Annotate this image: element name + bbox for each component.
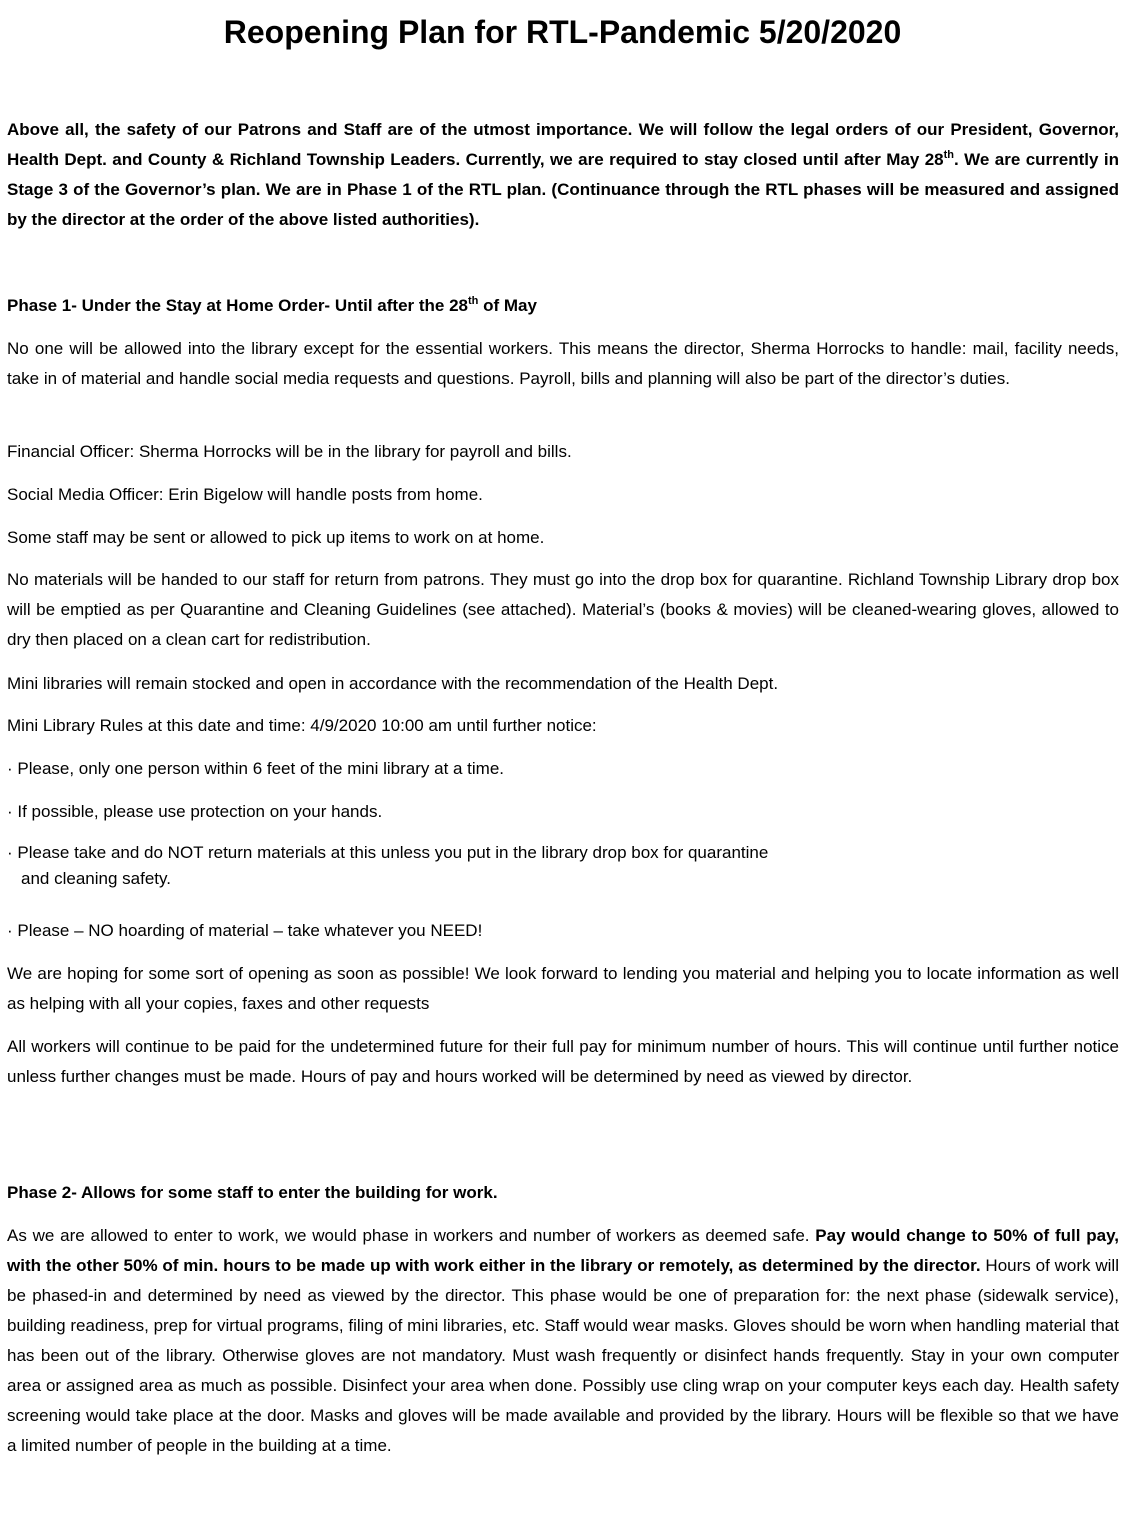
phase2-paragraph-1 <box>7 1221 1119 1461</box>
phase1-paragraph-6: Mini libraries will remain stocked and open in accordance with the recommendation of the Health Dept. <box>7 674 779 693</box>
phase1-paragraph-3: Social Media Officer: Erin Bigelow will handle posts from home. <box>7 485 483 504</box>
mini-library-rule-4: · Please – NO hoarding of material – take whatever you NEED! <box>7 921 483 940</box>
phase1-paragraph-5: No materials will be handed to our staff for return from patrons. They must go into the drop box for quarantine. Richland Township Library drop box will be emptied as per Quarantine and Cleaning Guidelines (see attached). Material’s (books & movies) will be cleaned-wearing gloves, allowed to dry then placed on a clean cart for redistribution. <box>7 570 1119 649</box>
intro-superscript: th <box>943 149 955 161</box>
phase2-text-1: As we are allowed to enter to work, we would phase in workers and number of workers as deemed safe. <box>7 1226 816 1245</box>
mini-library-rule-3 <box>7 840 1119 892</box>
phase1-paragraph-9: All workers will continue to be paid for the undetermined future for their full pay for minimum number of hours. This will continue until further notice unless further changes must be made. Hours of pay and hours worked will be determined by need as viewed by director. <box>7 1037 1119 1086</box>
phase1-paragraph-8: We are hoping for some sort of opening as soon as possible! We look forward to lending you material and helping you to locate information as well as helping with all your copies, faxes and other requests <box>7 964 1119 1013</box>
phase1-heading <box>7 291 1119 321</box>
phase1-paragraph-7: Mini Library Rules at this date and time: 4/9/2020 10:00 am until further notice: <box>7 716 597 735</box>
phase2-bold-text: Pay would change to 50% of full pay, with the other 50% of min. hours to be made up with work either in the library or remotely, as determined by the director. <box>7 1226 1119 1275</box>
intro-text-2: . We are currently in Stage 3 of the Governor’s plan. We are in Phase 1 of the RTL plan. (Continuance through the RTL phases will be measured and assigned by the director at the order of the above listed authorities). <box>7 150 1119 229</box>
mini-library-rule-3-line-1: · Please take and do NOT return materials at this unless you put in the library drop box for quarantine <box>7 843 769 862</box>
mini-library-rule-3-line-2: and cleaning safety. <box>21 869 171 888</box>
mini-library-rule-2: · If possible, please use protection on your hands. <box>7 802 383 821</box>
mini-library-rule-1: · Please, only one person within 6 feet of the mini library at a time. <box>7 759 505 778</box>
intro-text-1: Above all, the safety of our Patrons and Staff are of the utmost importance. We will follow the legal orders of our President, Governor, Health Dept. and County & Richland Township Leaders. Currently, we are required to stay closed until after May 28 <box>7 120 1119 169</box>
phase1-heading-text-1: Phase 1- Under the Stay at Home Order- Until after the 28 <box>7 296 469 315</box>
phase2-text-2: Hours of work will be phased-in and determined by need as viewed by the director. This phase would be one of preparation for: the next phase (sidewalk service), building readiness, prep for virtual programs, filing of mini libraries, etc. Staff would wear masks. Gloves should be worn when handling material that has been out of the library. Otherwise gloves are not mandatory. Must wash frequently or disinfect hands frequently. Stay in your own computer area or assigned area as much as possible. Disinfect your area when done. Possibly use cling wrap on your computer keys each day. Health safety screening would take place at the door. Masks and gloves will be made available and provided by the library. Hours will be flexible so that we have a limited number of people in the building at a time. <box>7 1256 1119 1455</box>
phase1-paragraph-4: Some staff may be sent or allowed to pick up items to work on at home. <box>7 528 545 547</box>
page-title: Reopening Plan for RTL-Pandemic 5/20/2020 <box>223 14 902 50</box>
phase1-heading-superscript: th <box>468 295 479 307</box>
phase2-heading: Phase 2- Allows for some staff to enter the building for work. <box>7 1183 498 1202</box>
phase1-paragraph-1: No one will be allowed into the library except for the essential workers. This means the director, Sherma Horrocks to handle: mail, facility needs, take in of material and handle social media requests and questions. Payroll, bills and planning will also be part of the director’s duties. <box>7 339 1119 388</box>
phase1-heading-text-2: of May <box>478 296 537 315</box>
intro-paragraph <box>7 115 1119 235</box>
phase1-paragraph-2: Financial Officer: Sherma Horrocks will be in the library for payroll and bills. <box>7 442 572 461</box>
